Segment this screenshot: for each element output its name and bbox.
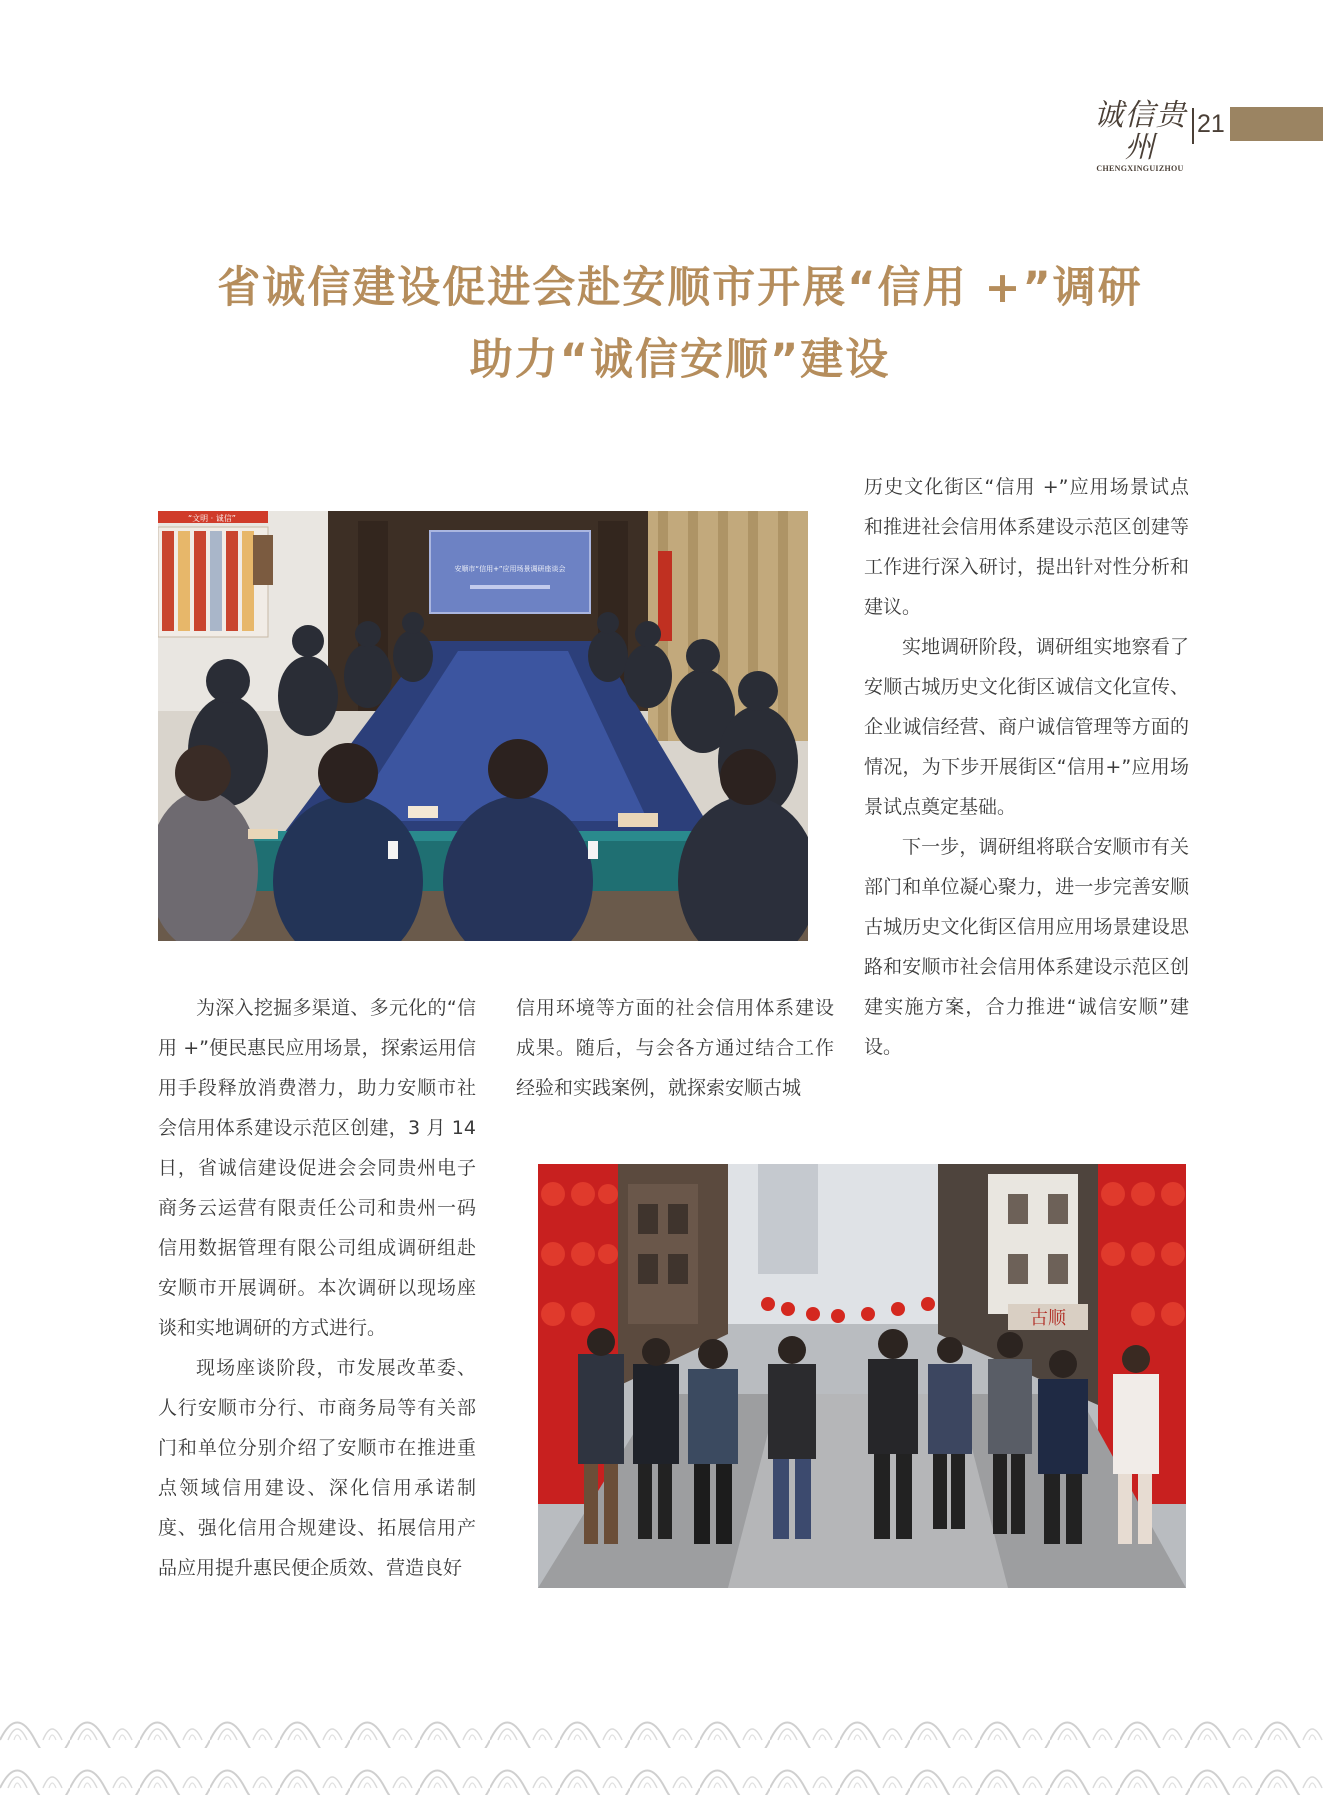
paragraph-field-research: 实地调研阶段，调研组实地察看了安顺古城历史文化街区诚信文化宣传、企业诚信经营、商户诚信管理等方面的情况，为下步开展街区“信用+”应用场景试点奠定基础。	[864, 636, 1189, 818]
paragraph-next-step: 下一步，调研组将联合安顺市有关部门和单位凝心聚力，进一步完善安顺古城历史文化街区信用应用场景建设思路和安顺市社会信用体系建设示范区创建实施方案，合力推进“诚信安顺”建设。	[864, 836, 1189, 1058]
wall-banner: “文明 · 诚信”	[188, 514, 236, 523]
magazine-logo	[1090, 98, 1190, 173]
text-column-right	[864, 467, 1189, 1067]
header-accent-bar	[1230, 107, 1323, 141]
header-divider	[1192, 108, 1194, 144]
paragraph-meeting-end: 历史文化街区“信用 +”应用场景试点和推进社会信用体系建设示范区创建等工作进行深入研讨，提出针对性分析和建议。	[864, 476, 1189, 618]
title-line-1: 省诚信建设促进会赴安顺市开展“信用 +”调研	[217, 263, 1143, 313]
logo-pinyin: CHENGXINGUIZHOU	[1096, 164, 1184, 173]
shop-sign: 古顺	[1030, 1308, 1066, 1329]
page-number: 21	[1197, 110, 1225, 138]
meeting-photo	[158, 511, 808, 941]
title-line-2: 助力“诚信安顺”建设	[469, 335, 891, 385]
street-photo	[538, 1164, 1186, 1588]
paragraph-meeting-cont: 信用环境等方面的社会信用体系建设成果。随后，与会各方通过结合工作经验和实践案例，就探索安顺古城	[516, 997, 834, 1099]
article-title	[80, 252, 1280, 396]
text-column-middle	[516, 988, 834, 1108]
screen-title: 安顺市“信用+”应用场景调研座谈会	[454, 565, 566, 573]
paragraph-intro: 为深入挖掘多渠道、多元化的“信用 +”便民惠民应用场景，探索运用信用手段释放消费潜力，助力安顺市社会信用体系建设示范区创建，3 月 14 日，省诚信建设促进会会同贵州电子商务云运营有限责任公司和贵州一码信用数据管理有限公司组成调研组赴安顺市开展调研。本次调研以现场座谈和实地调研的方式进行。	[158, 997, 476, 1339]
footer-wave-pattern	[0, 1700, 1323, 1795]
paragraph-meeting: 现场座谈阶段，市发展改革委、人行安顺市分行、市商务局等有关部门和单位分别介绍了安顺市在推进重点领域信用建设、深化信用承诺制度、强化信用合规建设、拓展信用产品应用提升惠民便企质效、营造良好	[158, 1357, 476, 1579]
logo-text: 诚信贵州	[1093, 98, 1187, 165]
text-column-left	[158, 988, 476, 1588]
